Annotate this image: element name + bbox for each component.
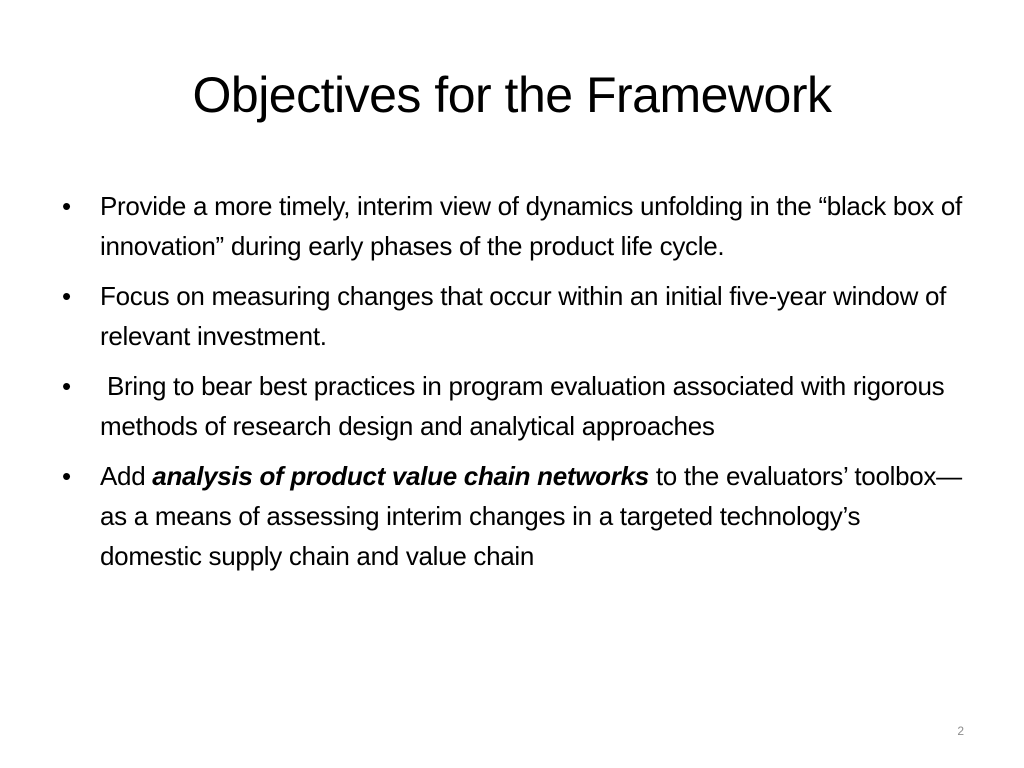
bullet-list xyxy=(62,186,962,586)
bullet-dot-icon: • xyxy=(62,371,71,401)
bullet-text-prefix: Add xyxy=(100,461,153,491)
bullet-item xyxy=(62,366,962,446)
bullet-text: Focus on measuring changes that occur within an initial five-year window of relevant investment. xyxy=(100,281,947,351)
bullet-item xyxy=(62,456,962,576)
bullet-dot-icon: • xyxy=(62,281,71,311)
bullet-dot-icon: • xyxy=(62,461,71,491)
bullet-text-suffix: to the evaluators’ toolbox—as a means of assessing interim changes in a targeted technology’s domestic supply chain and value chain xyxy=(100,461,962,571)
bullet-emphasis: analysis of product value chain networks xyxy=(152,461,649,491)
bullet-text: Bring to bear best practices in program evaluation associated with rigorous methods of research design and analytical approaches xyxy=(100,371,952,441)
bullet-item xyxy=(62,276,962,356)
bullet-item xyxy=(62,186,962,266)
bullet-dot-icon: • xyxy=(62,191,71,221)
slide-title: Objectives for the Framework xyxy=(192,67,832,123)
bullet-text: Provide a more timely, interim view of dynamics unfolding in the “black box of innovation” during early phases of the product life cycle. xyxy=(100,191,962,261)
page-number: 2 xyxy=(957,724,964,738)
